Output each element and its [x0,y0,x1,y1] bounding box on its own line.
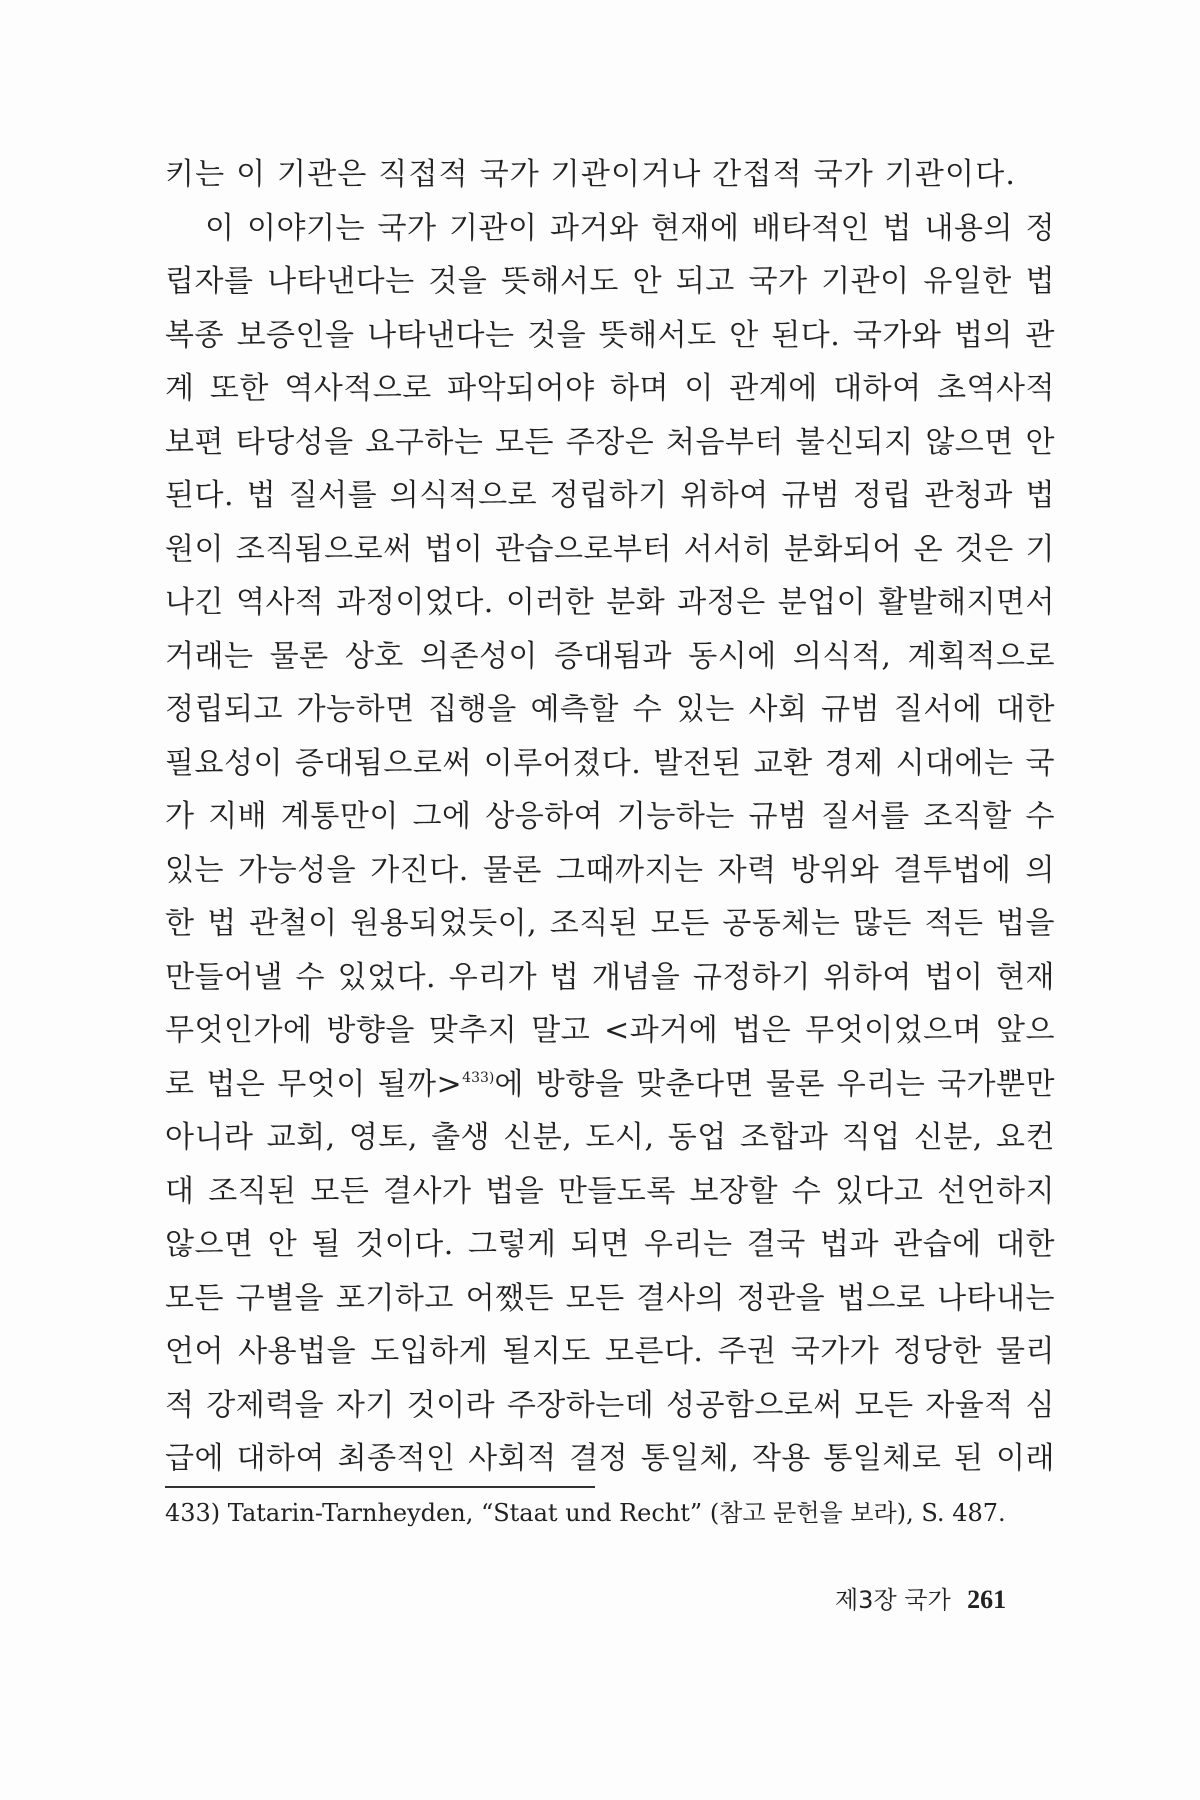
page-number: 261 [967,1585,1007,1614]
text-line: 언어 사용법을 도입하게 될지도 모른다. 주권 국가가 정당한 물리 [165,1334,1055,1369]
text-line: 키는 이 기관은 직접적 국가 기관이거나 간접적 국가 기관이다. [165,157,1017,192]
text-line: 있는 가능성을 가진다. 물론 그때까지는 자력 방위와 결투법에 의 [165,852,1055,888]
text-line: 립자를 나타낸다는 것을 뜻해서도 안 되고 국가 기관이 유일한 법 [165,264,1055,299]
text-line: 적 강제력을 자기 것이라 주장하는데 성공함으로써 모든 자율적 심 [165,1387,1055,1423]
text-line: 계 또한 역사적으로 파악되어야 하며 이 관계에 대하여 초역사적 [165,371,1055,406]
text-line: 무엇인가에 방향을 맞추지 말고 <과거에 법은 무엇이었으며 앞으 [165,1013,1055,1048]
text-line: 거래는 물론 상호 의존성이 증대됨과 동시에 의식적, 계획적으로 [165,638,1055,674]
text-line: 만들어낼 수 있었다. 우리가 법 개념을 규정하기 위하여 법이 현재 [165,959,1055,995]
text-line: 원이 조직됨으로써 법이 관습으로부터 서서히 분화되어 온 것은 기 [165,531,1055,567]
text-line: 모든 구별을 포기하고 어쨌든 모든 결사의 정관을 법으로 나타내는 [165,1280,1055,1316]
text-line: 급에 대하여 최종적인 사회적 결정 통일체, 작용 통일체로 된 이래 [165,1441,1055,1476]
text-line: 가 지배 계통만이 그에 상응하여 기능하는 규범 질서를 조직할 수 [165,799,1055,834]
text-line: 아니라 교회, 영토, 출생 신분, 도시, 동업 조합과 직업 신분, 요컨 [165,1120,1055,1155]
text-line: 필요성이 증대됨으로써 이루어졌다. 발전된 교환 경제 시대에는 국 [165,745,1055,781]
chapter-title: 제3장 국가 [835,1586,951,1614]
text-line: 나긴 역사적 과정이었다. 이러한 분화 과정은 분업이 활발해지면서 [165,585,1055,620]
text-line: 한 법 관철이 원용되었듯이, 조직된 모든 공동체는 많든 적든 법을 [165,906,1055,941]
running-footer [835,1580,1006,1620]
footnote-divider [165,1486,595,1488]
text-line: 된다. 법 질서를 의식적으로 정립하기 위하여 규범 정립 관청과 법 [165,478,1055,513]
text-line: 보편 타당성을 요구하는 모든 주장은 처음부터 불신되지 않으면 안 [165,424,1055,460]
footnote: 433) Tatarin-Tarnheyden, “Staat und Recht” (참고 문헌을 보라), S. 487. [165,1499,1006,1527]
text-line: 대 조직된 모든 결사가 법을 만들도록 보장할 수 있다고 선언하지 [165,1173,1055,1209]
text-line: 않으면 안 될 것이다. 그렇게 되면 우리는 결국 법과 관습에 대한 [165,1227,1055,1262]
text-line: 복종 보증인을 나타낸다는 것을 뜻해서도 안 된다. 국가와 법의 관 [165,317,1055,353]
text-line: 로 법은 무엇이 될까>$^{433)}$에 방향을 맞춘다면 물론 우리는 국가뿐만 [165,1066,1055,1102]
body-text [165,148,1055,1486]
footnote-reference[interactable]: 433) [462,1069,495,1086]
text-line: 이 이야기는 국가 기관이 과거와 현재에 배타적인 법 내용의 정 [205,210,1055,246]
text-line: 정립되고 가능하면 집행을 예측할 수 있는 사회 규범 질서에 대한 [165,692,1055,727]
